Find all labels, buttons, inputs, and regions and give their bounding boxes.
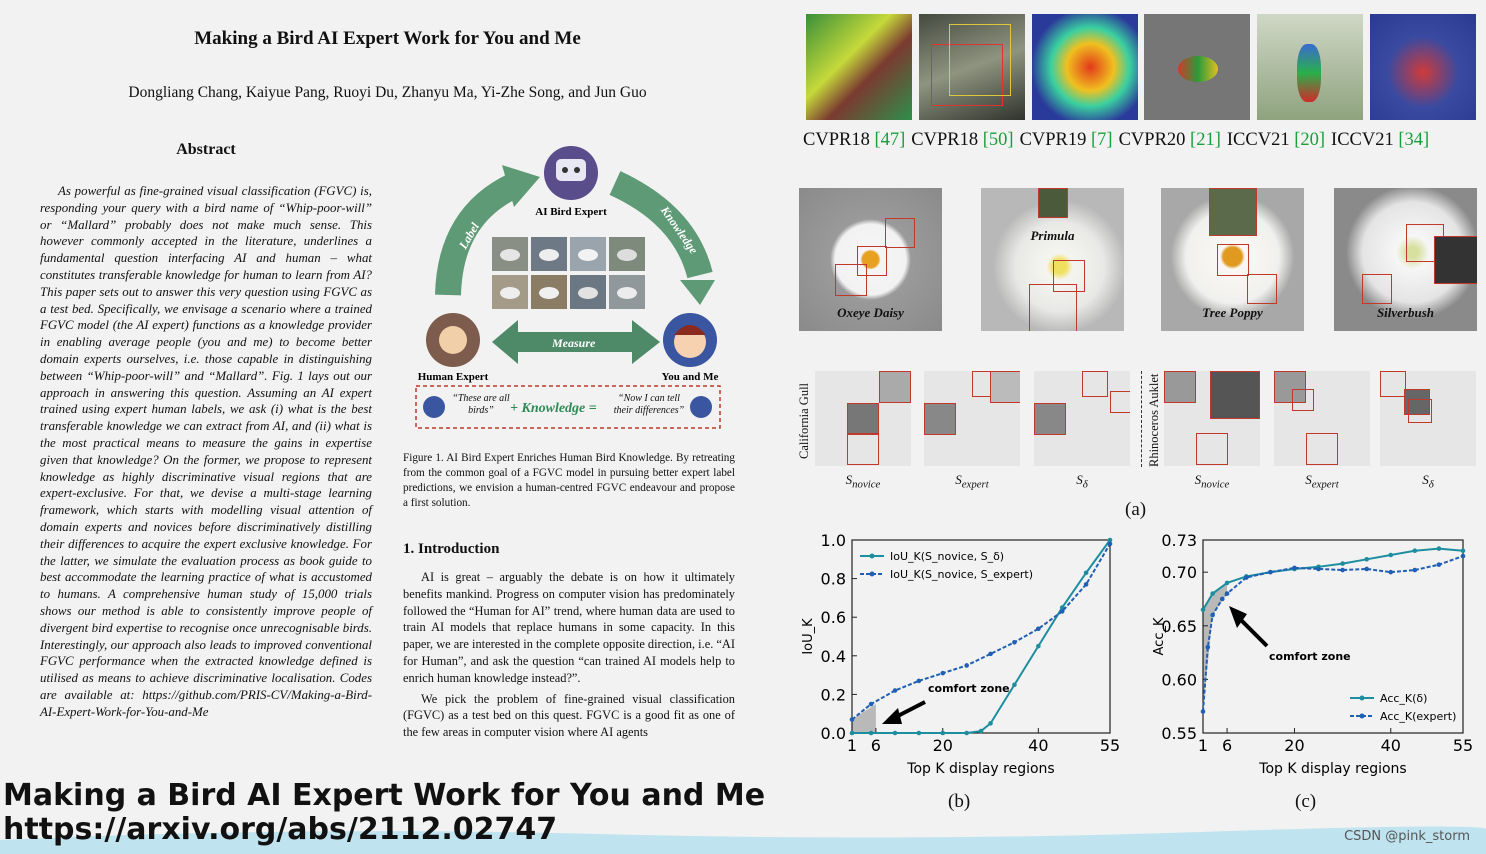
data-point <box>1461 554 1466 559</box>
x-axis-label: Top K display regions <box>1259 761 1407 777</box>
y-tick-label: 0.60 <box>1161 670 1197 690</box>
auklet-s-delta <box>1380 371 1476 466</box>
y-tick-label: 0.55 <box>1161 724 1197 743</box>
heatmap-thumb-3 <box>1032 14 1138 120</box>
data-point <box>964 731 969 736</box>
x-tick-label: 20 <box>932 736 953 755</box>
venue-row <box>803 130 1483 151</box>
legend-label: IoU_K(S_novice, S_δ) <box>890 550 1005 563</box>
data-point <box>1012 640 1017 645</box>
y-tick-label: 0.8 <box>820 569 846 589</box>
data-point <box>893 731 898 736</box>
gull-s-expert <box>924 371 1020 466</box>
data-point <box>1084 571 1089 576</box>
data-point <box>850 717 855 722</box>
venue-ref[interactable]: [20] <box>1294 130 1326 150</box>
flower-label-1: Primula <box>1030 228 1075 243</box>
data-point <box>893 688 898 693</box>
data-point <box>988 652 993 657</box>
x-tick-label: 1 <box>1197 736 1209 755</box>
venue-label: CVPR18 [50] <box>911 130 1014 150</box>
flower-tree-poppy <box>1161 188 1304 331</box>
data-point <box>1340 561 1345 566</box>
data-point <box>1292 566 1297 571</box>
intro-paragraph-1: AI is great – arguably the debate is on how it ultimately benefits mankind. Progress on computer vision has predominately followed the “Human for AI” trend, where human data are used to train AI models that replace humans in some capacity. In this paper, we are interested in the complete opposite direction, i.e. “AI for Human”, and ask the question “can trained AI models help to enrich human knowledge instead?”. <box>403 570 735 685</box>
data-point <box>1210 613 1215 618</box>
watermark: CSDN @pink_storm <box>1344 829 1470 844</box>
intro-heading: 1. Introduction <box>403 541 500 557</box>
s-label-0: $S_{novice}$ <box>845 472 881 491</box>
data-point <box>1340 568 1345 573</box>
x-tick-label: 55 <box>1099 736 1121 755</box>
data-point <box>1437 562 1442 567</box>
venue-ref[interactable]: [34] <box>1398 130 1430 150</box>
data-point <box>979 729 984 734</box>
s-label-1: $S_{expert}$ <box>955 472 989 491</box>
x-tick-label: 55 <box>1452 736 1474 755</box>
venue-label: CVPR18 [47] <box>803 130 906 150</box>
y-tick-label: 1.0 <box>820 531 846 550</box>
s-label-2: $S_\delta$ <box>1076 472 1088 491</box>
y-tick-label: 0.70 <box>1161 563 1197 583</box>
data-point <box>1225 581 1230 586</box>
venue-ref[interactable]: [47] <box>874 130 906 150</box>
bird-photo-grid <box>492 237 645 309</box>
data-point <box>1244 575 1249 580</box>
data-point <box>869 702 874 707</box>
data-point <box>940 671 945 676</box>
you-and-me-label: You and Me <box>661 371 719 383</box>
data-point <box>1316 567 1321 572</box>
data-point <box>1413 548 1418 553</box>
panel-c-label: (c) <box>1295 791 1317 812</box>
y-tick-label: 0.65 <box>1161 616 1197 636</box>
data-point <box>1413 568 1418 573</box>
series-line-0 <box>1203 549 1463 610</box>
quote-left: “These are all birds” <box>452 393 510 416</box>
legend-marker <box>1360 696 1365 701</box>
data-point <box>917 679 922 684</box>
venue-label: CVPR20 [21] <box>1118 130 1221 150</box>
data-point <box>1364 557 1369 562</box>
data-point <box>1268 570 1273 575</box>
ai-expert-label: AI Bird Expert <box>535 206 607 218</box>
quote-right: “Now I can tell their differences” <box>613 393 685 416</box>
data-point <box>869 731 874 736</box>
california-gull-label: California Gull <box>797 382 811 459</box>
gull-s-delta <box>1034 371 1130 466</box>
comfort-zone-label: comfort zone <box>928 682 1010 695</box>
learner-icon <box>690 396 712 418</box>
y-tick-label: 0.73 <box>1161 531 1197 550</box>
flower-oxeye-daisy <box>799 188 942 331</box>
x-tick-label: 6 <box>1221 736 1233 755</box>
x-tick-label: 1 <box>846 736 858 755</box>
data-point <box>1108 542 1113 547</box>
measure-text: Measure <box>552 336 596 350</box>
bird-thumb-5 <box>1257 14 1363 120</box>
data-point <box>940 731 945 736</box>
data-point <box>1206 645 1211 650</box>
panel-a-label: (a) <box>1125 499 1147 520</box>
rhinoceros-auklet-label: Rhinoceros Auklet <box>1147 373 1161 467</box>
series-line-1 <box>1203 556 1463 711</box>
acc-chart <box>1135 530 1480 780</box>
venue-ref[interactable]: [50] <box>982 130 1014 150</box>
iou-chart <box>790 530 1130 780</box>
group-divider <box>1141 371 1142 467</box>
data-point <box>1210 591 1215 596</box>
paper-title: Making a Bird AI Expert Work for You and Me <box>194 28 581 49</box>
x-axis-label: Top K display regions <box>907 761 1055 777</box>
s-label-3: $S_{novice}$ <box>1194 472 1230 491</box>
y-tick-label: 0.4 <box>820 646 846 666</box>
data-point <box>1388 570 1393 575</box>
flower-label-2: Tree Poppy <box>1202 305 1263 320</box>
data-point <box>1201 607 1206 612</box>
legend-marker <box>870 572 875 577</box>
figure1-caption: Figure 1. AI Bird Expert Enriches Human Bird Knowledge. By retreating from the common goal of a FGVC model in pursuing better expert label predictions, we envision a human-centred FGVC endeavour and propose a first solution. <box>403 452 735 509</box>
venue-label: ICCV21 [34] <box>1331 130 1430 150</box>
comfort-zone-label: comfort zone <box>1269 650 1351 663</box>
human-expert-label: Human Expert <box>417 371 489 383</box>
data-point <box>1461 548 1466 553</box>
attention-box-thumb-2 <box>919 14 1025 120</box>
venue-ref[interactable]: [7] <box>1091 130 1113 150</box>
data-point <box>850 731 855 736</box>
data-point <box>1012 682 1017 687</box>
data-point <box>917 731 922 736</box>
arrow-head <box>882 708 902 724</box>
venue-label: ICCV21 [20] <box>1226 130 1326 150</box>
data-point <box>1364 567 1369 572</box>
legend-label: Acc_K(expert) <box>1380 710 1457 723</box>
y-axis-label: IoU_K <box>801 618 816 655</box>
auklet-s-expert <box>1274 371 1370 466</box>
paper-authors: Dongliang Chang, Kaiyue Pang, Ruoyi Du, Zhanyu Ma, Yi-Zhe Song, and Jun Guo <box>128 84 647 101</box>
masked-bird-thumb-4 <box>1144 14 1250 120</box>
data-point <box>1060 609 1065 614</box>
data-point <box>1084 582 1089 587</box>
y-axis-label: Acc_K <box>1152 617 1167 656</box>
plus-knowledge: + Knowledge = <box>510 401 597 416</box>
legend-marker <box>1360 714 1365 719</box>
abstract-body <box>40 183 372 721</box>
heatmap-thumb-6 <box>1370 14 1476 120</box>
data-point <box>1220 597 1225 602</box>
figure1-diagram <box>410 145 736 435</box>
data-point <box>1225 591 1230 596</box>
flower-primula <box>981 188 1124 331</box>
flower-label-0: Oxeye Daisy <box>837 305 904 320</box>
panel-b-label: (b) <box>948 791 971 812</box>
data-point <box>1201 709 1206 714</box>
venue-label: CVPR19 [7] <box>1019 130 1113 150</box>
data-point <box>1036 626 1041 631</box>
y-tick-label: 0.6 <box>820 608 846 628</box>
overlay-url[interactable]: https://arxiv.org/abs/2112.02747 <box>3 812 558 847</box>
auklet-s-novice <box>1164 371 1260 466</box>
gull-s-novice <box>815 371 911 466</box>
legend-marker <box>870 554 875 559</box>
y-tick-label: 0.2 <box>820 685 846 705</box>
label-text: Label <box>455 220 483 252</box>
abstract-heading: Abstract <box>176 141 236 158</box>
flower-label-3: Silverbush <box>1376 305 1435 320</box>
s-label-5: $S_\delta$ <box>1422 472 1434 491</box>
flower-silverbush <box>1334 188 1477 331</box>
data-point <box>964 663 969 668</box>
data-point <box>1437 546 1442 551</box>
data-point <box>1036 644 1041 649</box>
s-label-4: $S_{expert}$ <box>1305 472 1339 491</box>
knowledge-text: Knowledge <box>657 203 701 257</box>
legend-label: Acc_K(δ) <box>1380 692 1428 705</box>
data-point <box>988 721 993 726</box>
venue-ref[interactable]: [21] <box>1190 130 1221 150</box>
legend-label: IoU_K(S_novice, S_expert) <box>890 568 1034 581</box>
x-tick-label: 40 <box>1380 736 1401 755</box>
abstract-text: As powerful as fine-grained visual classification (FGVC) is, responding your query with a bird name of “Whip-poor-will” or “Mallard” probably does not make much sense. This however commonly accepted in the literature, underlines a fundamental question interfacing AI and human – what constitutes transferable knowledge for human to learn from AI? This paper sets out to answer this very question using FGVC as a test bed. Specifically, we envisage a scenario where a trained FGVC model (the AI expert) functions as a knowledge provider in enabling average people (you and me) to become better domain experts ourselves, i.e. those capable in distinguishing between “Whip-poor-will” and “Mallard”. Fig. 1 lays out our approach in answering this question. Assuming an AI expert trained using expert human labels, we ask (i) what is the best transferable knowledge we can extract from AI, and (ii) what is the most practical means to measure the gains in expertise given that knowledge? On the former, we propose to represent knowledge as highly discriminative visual regions that are expert-exclusive. For that, we devise a multi-stage learning framework, which starts with modelling visual attention of domain experts and novices before discriminatively distilling their differences to acquire the expert exclusive knowledge. For the latter, we simulate the evaluation process as book guide to best accommodate the learning practice of what is accustomed to humans. A comprehensive human study of 15,000 trials shows our method is able to consistently improve people of divergent bird expertise to recognise once unrecognisable birds. Interestingly, our approach also leads to improved conventional FGVC performance when the extracted knowledge defined is utilised as means to achieve discriminative localisation. Codes are available at: https://github.com/PRIS-CV/Making-a-Bird-AI-Expert-Work-for-You-and-Me <box>40 184 372 719</box>
intro-body <box>403 569 735 741</box>
y-tick-label: 0.0 <box>820 724 846 743</box>
intro-paragraph-2: We pick the problem of fine-grained visual classification (FGVC) as a test bed on this quest. FGVC is a good fit as one of the few areas in computer vision where AI agents <box>403 691 735 740</box>
overlay-title: Making a Bird AI Expert Work for You and Me <box>3 778 766 813</box>
x-tick-label: 40 <box>1028 736 1049 755</box>
x-tick-label: 20 <box>1284 736 1305 755</box>
x-tick-label: 6 <box>870 736 881 755</box>
heatmap-thumb-1 <box>806 14 912 120</box>
comfort-zone-shade <box>852 704 876 733</box>
data-point <box>1388 553 1393 558</box>
novice-icon <box>423 396 445 418</box>
